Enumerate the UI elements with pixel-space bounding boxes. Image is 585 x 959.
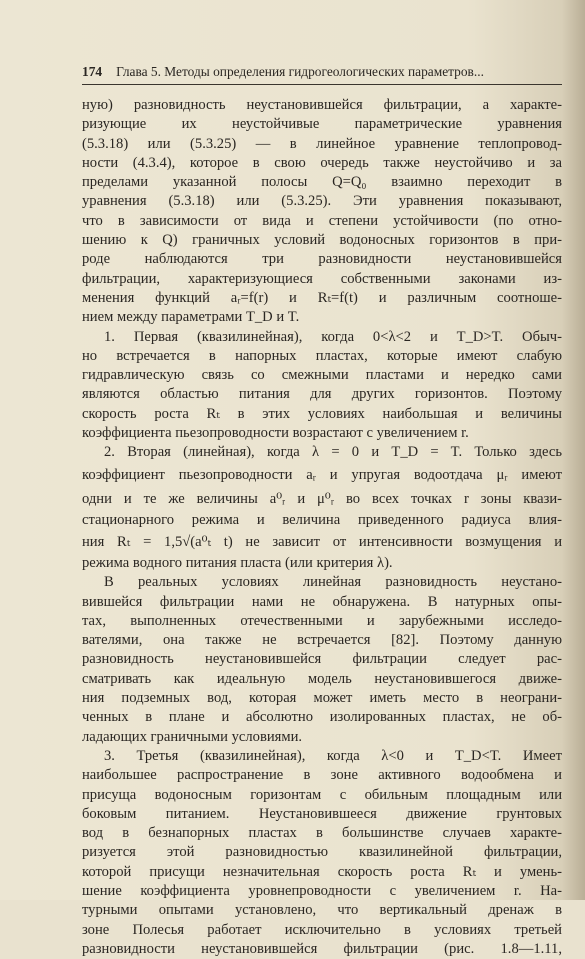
running-header <box>82 64 552 80</box>
text-line: одни и те же величины a⁰ᵣ и μ⁰ᵣ во всех точках r зоны квази- <box>82 490 562 507</box>
text-line: шению к Q) граничных условий водоносных горизонтов в при- <box>82 232 562 249</box>
text-line: ности (4.3.4), которое в свою очередь также неустойчиво и за <box>82 154 562 171</box>
text-line: коэффициент пьезопроводности aᵣ и упругая водоотдача μᵣ имеют <box>82 466 562 483</box>
page-number: 174 <box>82 64 103 79</box>
text-line: 1. Первая (квазилинейная), когда 0<λ<2 и T_D>T. Обыч- <box>104 328 562 345</box>
text-line: режима водного питания пласта (или критерия λ). <box>82 554 393 571</box>
text-line: наибольшее распространение в зоне активного водообмена и <box>82 767 562 784</box>
text-line: уравнения (5.3.18) или (5.3.25). Эти уравнения показывают, <box>82 193 562 210</box>
text-line: которой присущи незначительная скорость роста Rₜ и умень- <box>82 863 562 880</box>
text-line: шение коэффициента уровнепроводности с увеличением r. На- <box>82 882 562 899</box>
text-line: но встречается в напорных пластах, которые имеют слабую <box>82 347 562 364</box>
text-line: турными опытами установлено, что вертикальный дренаж в <box>82 902 562 919</box>
text-line: разновидности неустановившейся фильтрации (рис. 1.8—1.11, <box>82 940 562 957</box>
text-line: 3. Третья (квазилинейная), когда λ<0 и T_D<T. Имеет <box>104 747 562 764</box>
text-line: ную) разновидность неустановившейся фильтрации, а характе- <box>82 97 562 113</box>
text-line: стационарного режима и величина приведенного радиуса влия- <box>82 511 562 528</box>
text-line: ченных в плане и абсолютно изолированных пластах, не об- <box>82 709 562 726</box>
text-line: ладающих граничными условиями. <box>82 728 303 745</box>
text-line: роде наблюдаются три разновидности неустановившейся <box>82 251 562 268</box>
text-line: сматривать как идеальную модель неустановившегося движе- <box>82 670 562 687</box>
text-line: фильтрации, характеризующиеся собственными законами из- <box>82 270 562 287</box>
text-line: коэффициента пьезопроводности возрастают с увеличением r. <box>82 425 469 442</box>
text-line: являются областью питания для других горизонтов. Поэтому <box>82 386 562 403</box>
text-line: ния Rₜ = 1,5√(a⁰ₜ t) не зависит от интенсивности возмущения и <box>82 533 562 550</box>
text-line: зоне Полесья работает исключительно в условиях третьей <box>82 921 562 938</box>
text-line: тах, выполненных отечественными и зарубежными исследо- <box>82 612 562 629</box>
text-line: ризуется этой разновидностью квазилинейной фильтрации, <box>82 844 562 861</box>
text-line: ния подземных вод, которая может иметь место в неограни- <box>82 690 562 707</box>
text-line: боковым питанием. Неустановившееся движение грунтовых <box>82 805 562 822</box>
text-line: вод в безнапорных пластах в большинстве случаев характе- <box>82 825 562 842</box>
text-line: присуща водоносным горизонтам с обильным площадным или <box>82 786 562 803</box>
text-line: что в зависимости от вида и степени устойчивости (по отно- <box>82 212 562 229</box>
text-line: разновидность неустановившейся фильтрации следует рас- <box>82 651 562 668</box>
text-line: В реальных условиях линейная разновидность неустано- <box>104 574 562 591</box>
running-title: Глава 5. Методы определения гидрогеологических параметров... <box>116 64 484 79</box>
text-line: (5.3.18) или (5.3.25) — в линейное уравнение теплопровод- <box>82 135 562 152</box>
text-line: гидравлическую связь со смежными пластами и нередко сами <box>82 367 562 384</box>
text-line: вившейся фильтрации нами не обнаружена. В натурных опы- <box>82 593 562 610</box>
text-line: ризующие их неустойчивые параметрические уравнения <box>82 116 562 133</box>
text-line: нием между параметрами T_D и T. <box>82 309 300 326</box>
text-line: 2. Вторая (линейная), когда λ = 0 и T_D = T. Только здесь <box>104 444 562 461</box>
text-line: скорость роста Rₜ в этих условиях наибольшая и величины <box>82 405 562 422</box>
header-rule <box>82 84 562 85</box>
text-line: менения функций aᵣ=f(r) и Rₜ=f(t) и различным соотноше- <box>82 289 562 306</box>
body-text <box>82 96 562 959</box>
text-line: пределами указанной полосы Q=Q₀ взаимно переходит в <box>82 174 562 191</box>
text-line: вателями, она также не встречается [82]. Поэтому данную <box>82 632 562 649</box>
